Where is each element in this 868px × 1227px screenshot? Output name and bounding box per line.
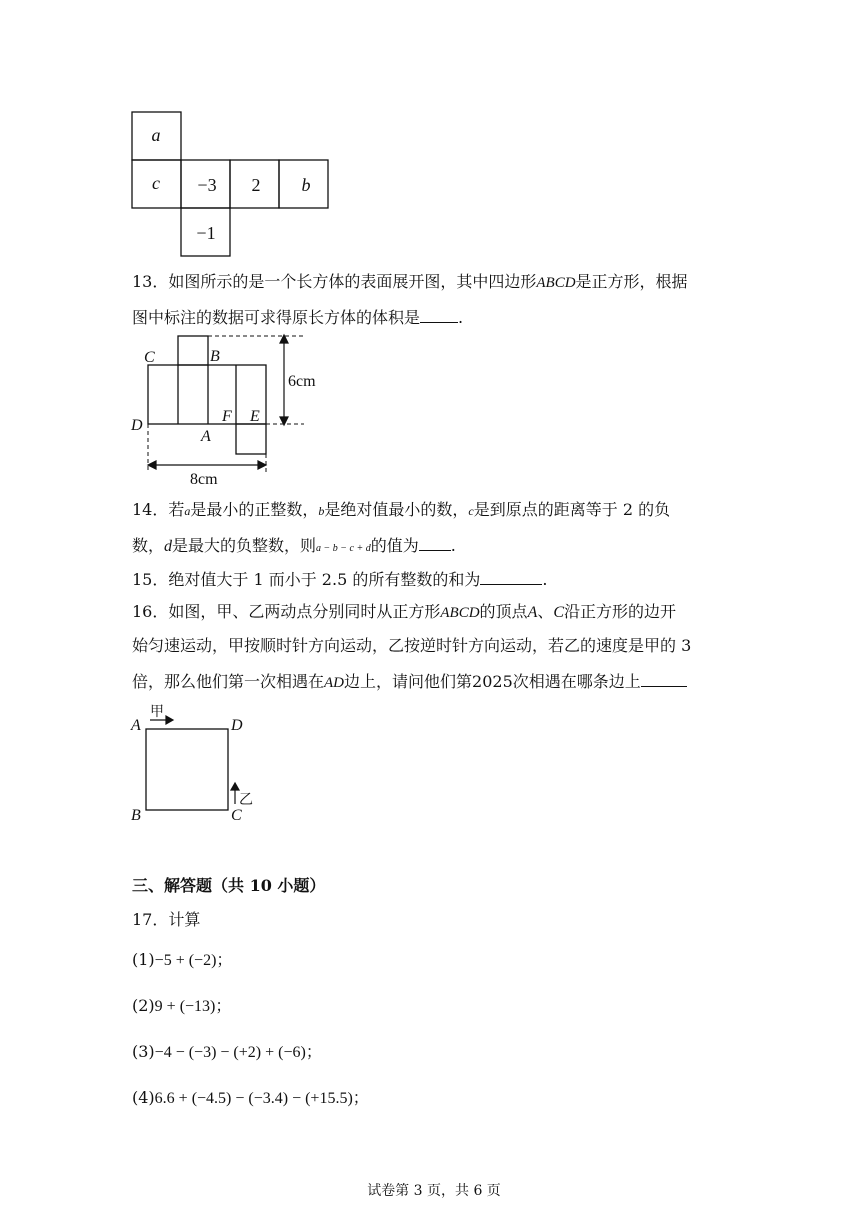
q15-answer-blank — [480, 568, 542, 585]
net-label-2: 2 — [251, 175, 261, 195]
q16-answer-blank — [641, 670, 687, 687]
q13-unfold-figure — [128, 332, 328, 488]
q14-var-c: c — [468, 504, 474, 518]
q14-answer-blank — [419, 534, 451, 551]
page-footer: 试卷第 3 页，共 6 页 — [367, 1183, 501, 1199]
q16-line2: 始匀速运动，甲按顺时针方向运动，乙按逆时针方向运动，若乙的速度是甲的 3 — [132, 636, 692, 655]
q13-label-d: D — [131, 417, 143, 434]
q17-expr-2: 9 + (−13) — [154, 998, 216, 1015]
q14-line2: 数，d是最大的负整数，则a − b − c + d的值为 . — [132, 536, 456, 555]
q13-line2: 图中标注的数据可求得原长方体的体积是 . — [132, 308, 464, 327]
q13-label-b: B — [210, 348, 220, 365]
q16-label-a: A — [131, 717, 141, 734]
q13-abcd: ABCD — [536, 275, 576, 291]
q14-expression: a − b − c + d — [316, 543, 371, 554]
q14-line1: 14．若a是最小的正整数，b是绝对值最小的数，c是到原点的距离等于 2 的负 — [132, 500, 671, 519]
q17-expr-3: −4 − (−3) − (+2) + (−6) — [154, 1044, 306, 1061]
q13-line1: 13．如图所示的是一个长方体的表面展开图，其中四边形ABCD是正方形，根据 — [132, 272, 688, 291]
q17-expr-4: 6.6 + (−4.5) − (−3.4) − (+15.5) — [154, 1090, 353, 1107]
q16-ad: AD — [324, 675, 345, 691]
q17-item-2: (2)9 + (−13)； — [132, 996, 232, 1015]
q14-var-b: b — [318, 504, 325, 518]
q13-height-label: 6cm — [288, 373, 316, 390]
q14-var-a: a — [184, 504, 191, 518]
q16-label-c: C — [231, 807, 242, 824]
section-3-heading: 三、解答题（共 10 小题） — [132, 876, 326, 895]
q13-label-f: F — [222, 408, 232, 425]
q17-title: 17．计算 — [132, 910, 201, 929]
q15-line: 15．绝对值大于 1 而小于 2.5 的所有整数的和为 . — [132, 570, 548, 589]
q17-item-3: (3)−4 − (−3) − (+2) + (−6)； — [132, 1042, 322, 1061]
q16-square-figure — [128, 700, 268, 830]
q17-item-4: (4)6.6 + (−4.5) − (−3.4) − (+15.5)； — [132, 1088, 369, 1107]
q13-label-c: C — [144, 349, 155, 366]
q16-label-yi: 乙 — [239, 793, 253, 808]
net-label-c: c — [152, 173, 160, 193]
net-label-minus1: −1 — [196, 223, 216, 243]
q17-expr-1: −5 + (−2) — [154, 952, 217, 969]
q13-label-e: E — [250, 408, 260, 425]
q13-answer-blank — [420, 306, 458, 323]
q16-abcd: ABCD — [440, 605, 480, 621]
cube-net-figure — [130, 110, 332, 260]
net-label-minus3: −3 — [197, 175, 217, 195]
net-label-a: a — [151, 125, 161, 145]
q16-label-jia: 甲 — [150, 705, 164, 720]
q16-line3: 倍，那么他们第一次相遇在AD边上，请问他们第2025次相遇在哪条边上 — [132, 670, 687, 693]
net-label-b: b — [301, 175, 311, 195]
q16-line1: 16．如图，甲、乙两动点分别同时从正方形ABCD的顶点A、C沿正方形的边开 — [132, 602, 677, 621]
q13-label-a: A — [201, 428, 211, 445]
q17-item-1: (1)−5 + (−2)； — [132, 950, 233, 969]
q16-label-d: D — [231, 717, 243, 734]
q14-var-d: d — [164, 538, 173, 555]
q16-label-b: B — [131, 807, 141, 824]
q13-width-label: 8cm — [190, 471, 218, 488]
